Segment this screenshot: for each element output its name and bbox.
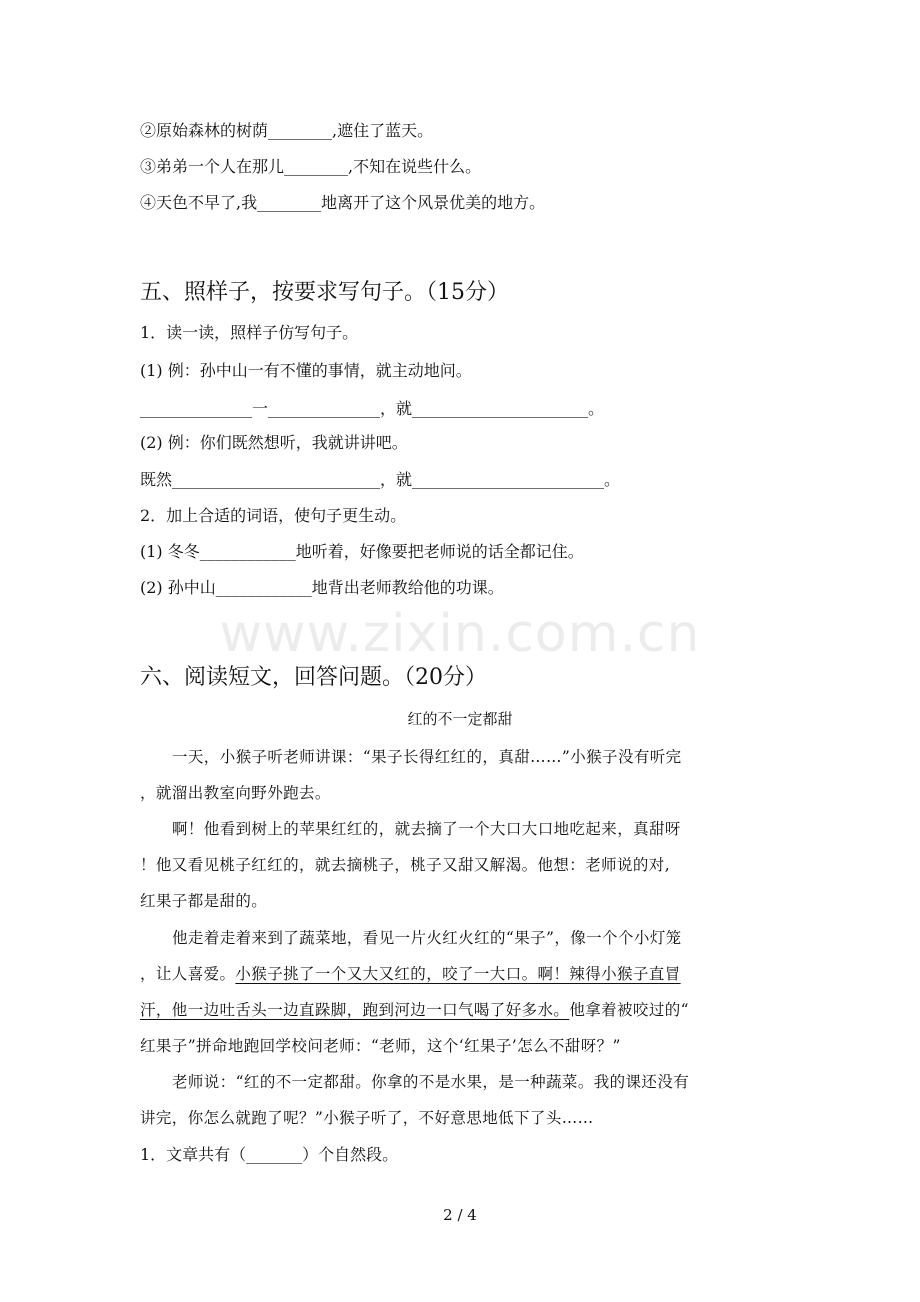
section-5-blank-1: ______________一______________，就______________________。: [140, 399, 605, 418]
passage-title: 红的不一定都甜: [407, 710, 513, 728]
paragraph-3-line-3-text: 他拿着被咬过的“: [569, 1001, 689, 1019]
paragraph-2-line-1: 啊！他看到树上的苹果红红的，就去摘了一个大口大口地吃起来，真甜呀: [172, 820, 681, 838]
watermark: www.zixin.com.cn: [219, 604, 701, 664]
section-5-item-1: (1) 冬冬____________地听着，好像要把老师说的话全都记住。: [140, 542, 584, 561]
section-5-item-2: (2) 孙中山____________地背出老师教给他的功课。: [140, 578, 504, 597]
paragraph-2-line-2: ！他又看见桃子红红的，就去摘桃子，桃子又甜又解渴。他想：老师说的对,: [140, 856, 671, 874]
paragraph-4-line-2: 讲完，你怎么就跑了呢？”小猴子听了，不好意思地低下了头……: [140, 1109, 594, 1127]
paragraph-3-line-3: [140, 999, 689, 1021]
fill-line-2: ②原始森林的树荫________,遮住了蓝天。: [140, 121, 434, 140]
section-5-example-1: (1) 例：孙中山一有不懂的事情，就主动地问。: [140, 361, 472, 380]
underlined-sentence-part-2: 汗，他一边吐舌头一边直跺脚，跑到河边一口气喝了好多水。: [140, 1001, 570, 1019]
section-5-example-2: (2) 例：你们既然想听，我就讲讲吧。: [140, 433, 408, 452]
paragraph-1-line-2: ，就溜出教室向野外跑去。: [140, 784, 331, 802]
paragraph-4-line-1: 老师说：“红的不一定都甜。你拿的不是水果，是一种蔬菜。我的课还没有: [172, 1073, 690, 1091]
paragraph-1-line-1: 一天，小猴子听老师讲课：“果子长得红红的，真甜……”小猴子没有听完: [172, 748, 682, 766]
paragraph-3-line-4: 红果子”拼命地跑回学校问老师：“老师，这个‘红果子’怎么不甜呀？”: [140, 1037, 621, 1055]
section-6-question-1: 1．文章共有（_______）个自然段。: [140, 1145, 399, 1164]
page-number: 2 / 4: [443, 1206, 477, 1224]
fill-line-4: ④天色不早了,我________地离开了这个风景优美的地方。: [140, 193, 546, 212]
section-5-question-2: 2．加上合适的词语，使句子更生动。: [140, 506, 407, 525]
section-5-heading: 五、照样子，按要求写句子。（15分）: [140, 280, 509, 305]
paragraph-3-line-2-text: ，让人喜爱。: [140, 965, 236, 983]
section-6-heading: 六、阅读短文，回答问题。（20分）: [140, 665, 487, 690]
paragraph-3-line-1: 他走着走着来到了蔬菜地，看见一片火红火红的“果子”，像一个个小灯笼: [172, 929, 682, 947]
section-5-question-1: 1．读一读，照样子仿写句子。: [140, 323, 359, 342]
section-5-blank-2: 既然__________________________，就________________________。: [140, 470, 621, 489]
underlined-sentence-part-1: 小猴子挑了一个又大又红的，咬了一大口。啊！辣得小猴子直冒: [235, 965, 681, 983]
paragraph-2-line-3: 红果子都是甜的。: [140, 892, 268, 910]
fill-line-3: ③弟弟一个人在那儿________,不知在说些什么。: [140, 157, 482, 176]
paragraph-3-line-2: [140, 963, 681, 985]
